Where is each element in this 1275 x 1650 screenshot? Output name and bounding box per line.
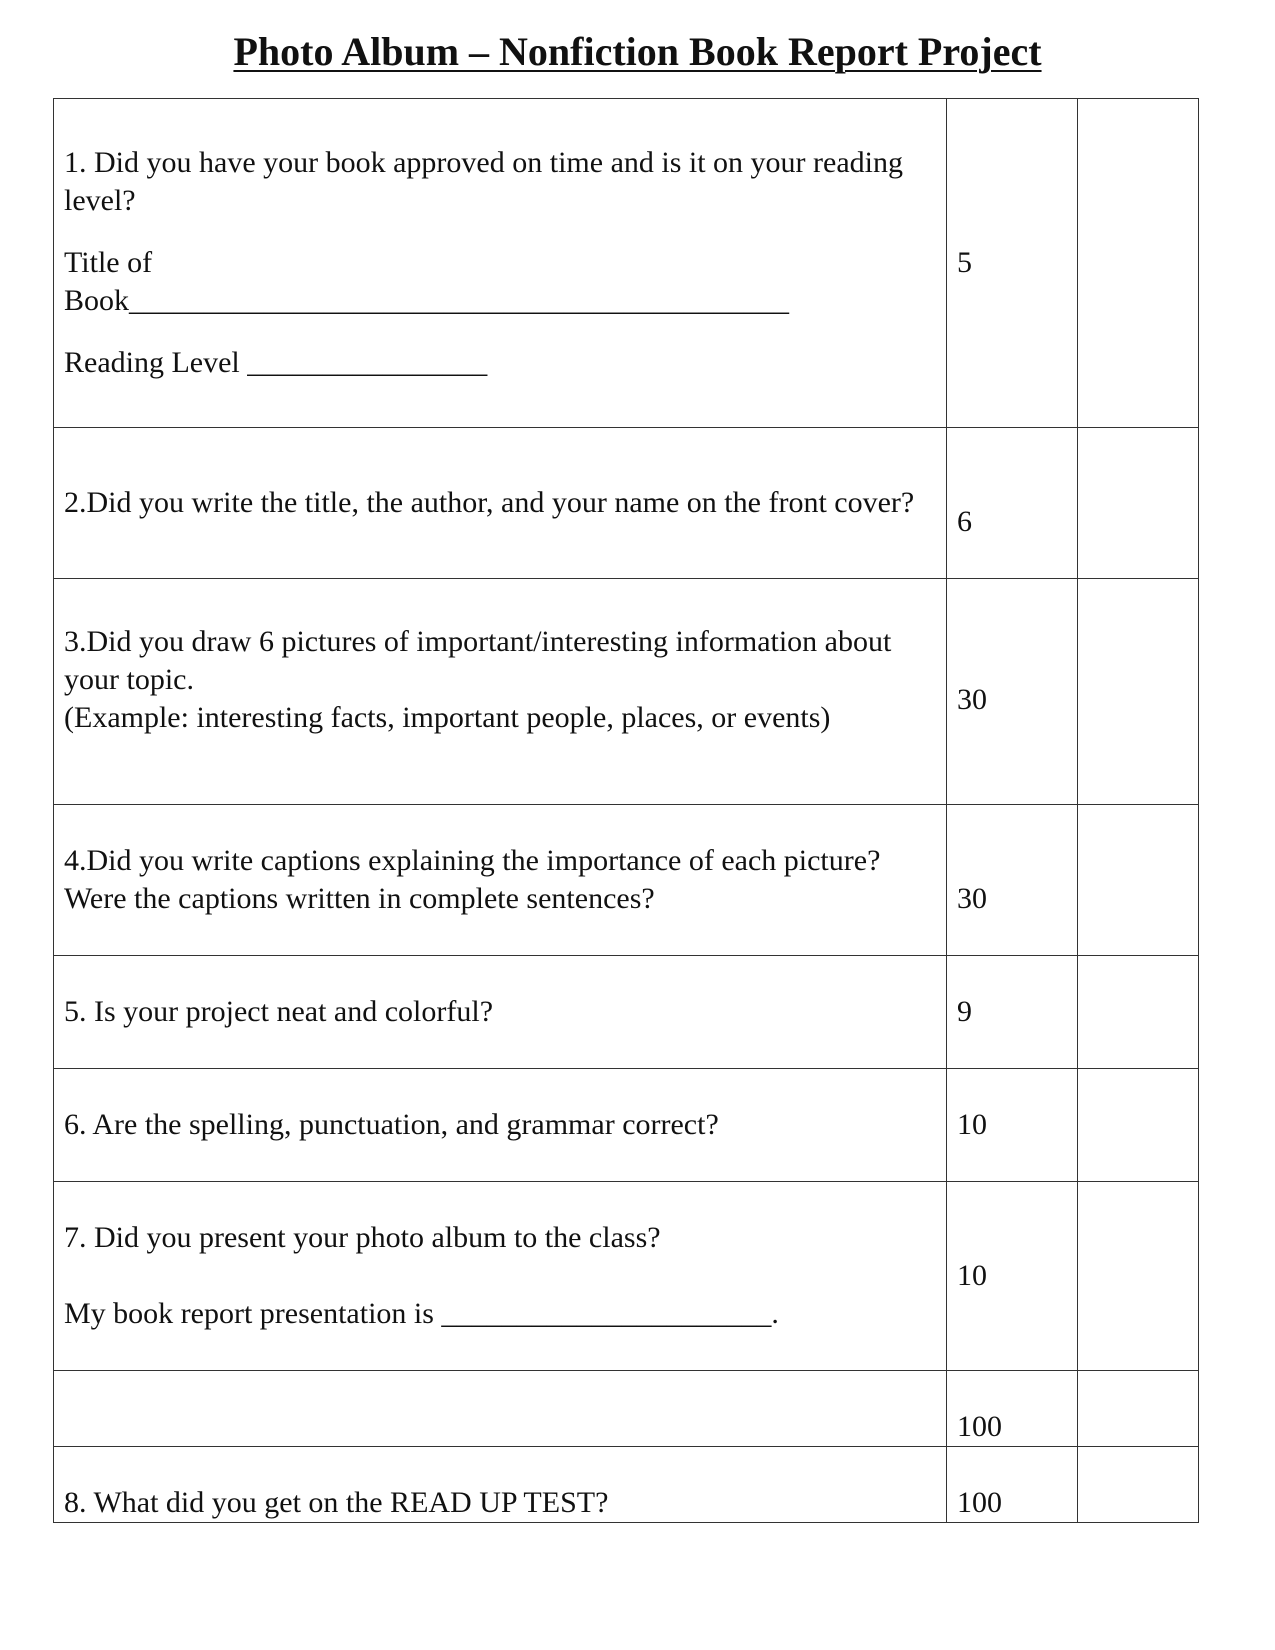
rubric-table — [53, 98, 1199, 1523]
points-cell-2: 6 — [947, 428, 1078, 579]
score-cell-2[interactable] — [1078, 428, 1199, 579]
rubric-row-1 — [54, 99, 1199, 428]
book-title-field[interactable]: Book____________________________________________ — [64, 284, 790, 317]
question-cell-2 — [54, 428, 947, 579]
rubric-row-total — [54, 1371, 1199, 1447]
question-2-text: 2.Did you write the title, the author, and your name on the front cover? — [64, 486, 915, 519]
score-cell-3[interactable] — [1078, 579, 1199, 805]
question-cell-3 — [54, 579, 947, 805]
points-cell-1: 5 — [947, 99, 1078, 428]
question-cell-8 — [54, 1447, 947, 1523]
rubric-row-4 — [54, 805, 1199, 956]
question-cell-4 — [54, 805, 947, 956]
question-6-text: 6. Are the spelling, punctuation, and grammar correct? — [64, 1108, 719, 1141]
rubric-row-3 — [54, 579, 1199, 805]
presentation-field[interactable]: My book report presentation is ______________________. — [64, 1297, 779, 1330]
points-cell-4: 30 — [947, 805, 1078, 956]
question-7-text: 7. Did you present your photo album to the class? — [64, 1221, 661, 1254]
question-3-text: 3.Did you draw 6 pictures of important/interesting information about your topic. — [64, 624, 892, 696]
points-cell-8: 100 — [947, 1447, 1078, 1523]
question-1-text: 1. Did you have your book approved on time and is it on your reading level? — [64, 146, 904, 217]
score-cell-1[interactable] — [1078, 99, 1199, 428]
rubric-row-6 — [54, 1069, 1199, 1182]
total-score-cell[interactable] — [1078, 1371, 1199, 1447]
rubric-row-2 — [54, 428, 1199, 579]
score-cell-4[interactable] — [1078, 805, 1199, 956]
total-question-cell — [54, 1371, 947, 1447]
total-points-cell: 100 — [947, 1371, 1078, 1447]
question-5-text: 5. Is your project neat and colorful? — [64, 995, 494, 1028]
points-cell-7: 10 — [947, 1182, 1078, 1371]
score-cell-7[interactable] — [1078, 1182, 1199, 1371]
rubric-row-7 — [54, 1182, 1199, 1371]
book-title-label: Title of — [64, 246, 153, 279]
question-cell-5 — [54, 956, 947, 1069]
question-cell-7 — [54, 1182, 947, 1371]
points-cell-3: 30 — [947, 579, 1078, 805]
score-cell-8[interactable] — [1078, 1447, 1199, 1523]
score-cell-6[interactable] — [1078, 1069, 1199, 1182]
question-cell-6 — [54, 1069, 947, 1182]
score-cell-5[interactable] — [1078, 956, 1199, 1069]
question-cell-1 — [54, 99, 947, 428]
question-4-text: 4.Did you write captions explaining the importance of each picture? Were the captions written in complete sentences? — [64, 844, 881, 915]
points-cell-6: 10 — [947, 1069, 1078, 1182]
question-8-text: 8. What did you get on the READ UP TEST? — [64, 1486, 609, 1519]
rubric-row-8 — [54, 1447, 1199, 1523]
points-cell-5: 9 — [947, 956, 1078, 1069]
reading-level-field[interactable]: Reading Level ________________ — [64, 346, 488, 379]
rubric-row-5 — [54, 956, 1199, 1069]
question-3-example: (Example: interesting facts, important people, places, or events) — [64, 700, 831, 734]
document-title: Photo Album – Nonfiction Book Report Project — [233, 29, 1042, 74]
